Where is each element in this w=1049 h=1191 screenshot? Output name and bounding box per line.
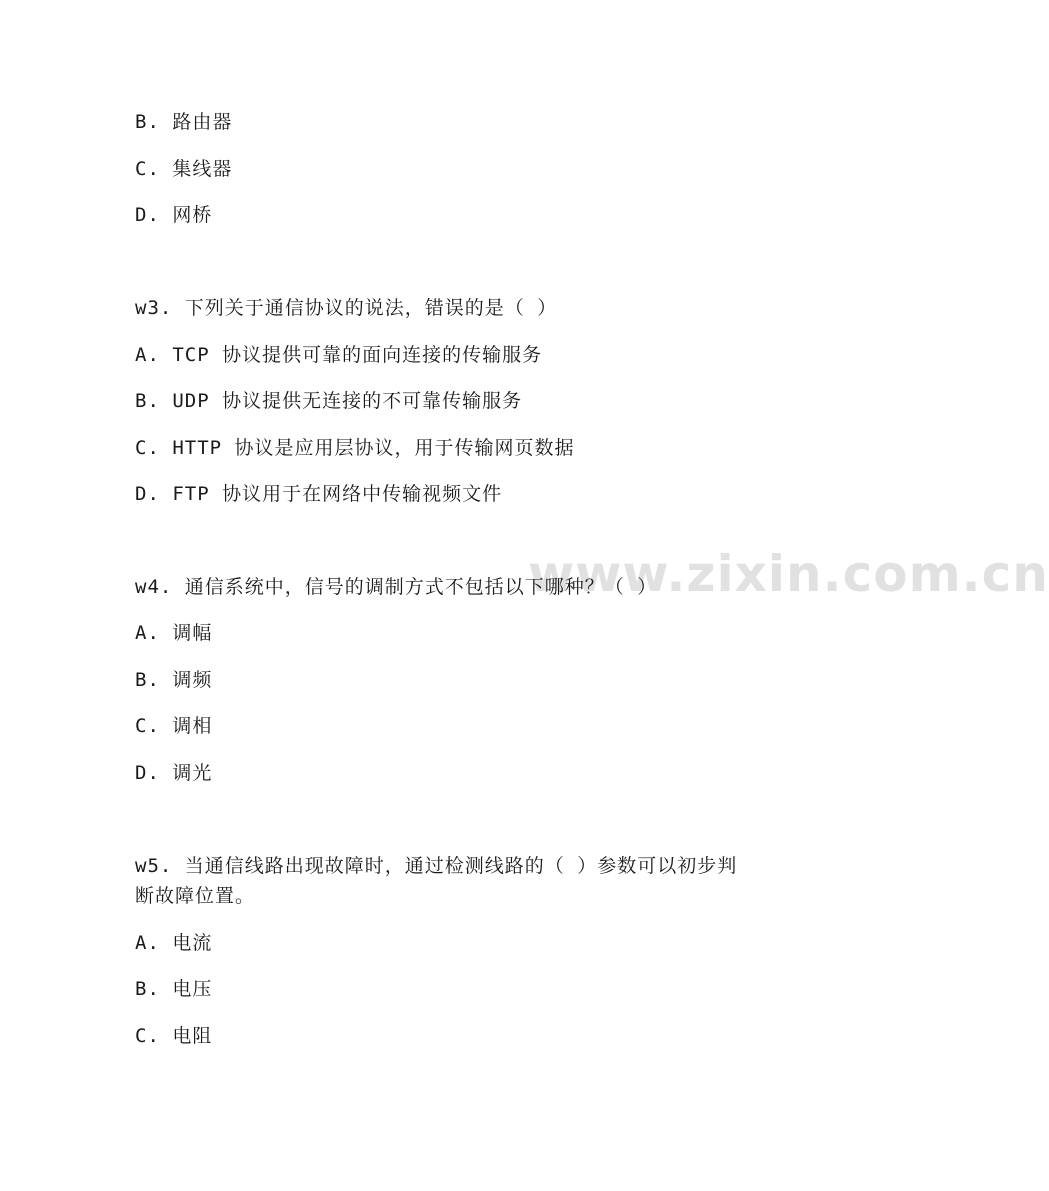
q2-option-c: C. 集线器 — [135, 158, 233, 180]
q3-option-b: B. UDP 协议提供无连接的不可靠传输服务 — [135, 390, 523, 412]
q5-option-b: B. 电压 — [135, 978, 213, 1000]
q2-option-d: D. 网桥 — [135, 204, 213, 226]
q3-option-a: A. TCP 协议提供可靠的面向连接的传输服务 — [135, 344, 543, 366]
q3-option-d: D. FTP 协议用于在网络中传输视频文件 — [135, 483, 503, 505]
q5-question-line2: 断故障位置。 — [135, 885, 256, 907]
q5-option-a: A. 电流 — [135, 932, 213, 954]
q5-option-c: C. 电阻 — [135, 1025, 213, 1047]
q4-option-d: D. 调光 — [135, 762, 213, 784]
q3-question: w3. 下列关于通信协议的说法，错误的是（ ） — [135, 297, 558, 319]
q2-option-b: B. 路由器 — [135, 111, 233, 133]
q3-option-c: C. HTTP 协议是应用层协议，用于传输网页数据 — [135, 437, 575, 459]
q5-question-line1: w5. 当通信线路出现故障时，通过检测线路的（ ）参数可以初步判 — [135, 855, 738, 877]
watermark-text: www.zixin.com.cn — [528, 545, 1049, 603]
q4-option-b: B. 调频 — [135, 669, 213, 691]
q4-question: w4. 通信系统中，信号的调制方式不包括以下哪种？（ ） — [135, 576, 658, 598]
q4-option-a: A. 调幅 — [135, 622, 213, 644]
q4-option-c: C. 调相 — [135, 715, 213, 737]
